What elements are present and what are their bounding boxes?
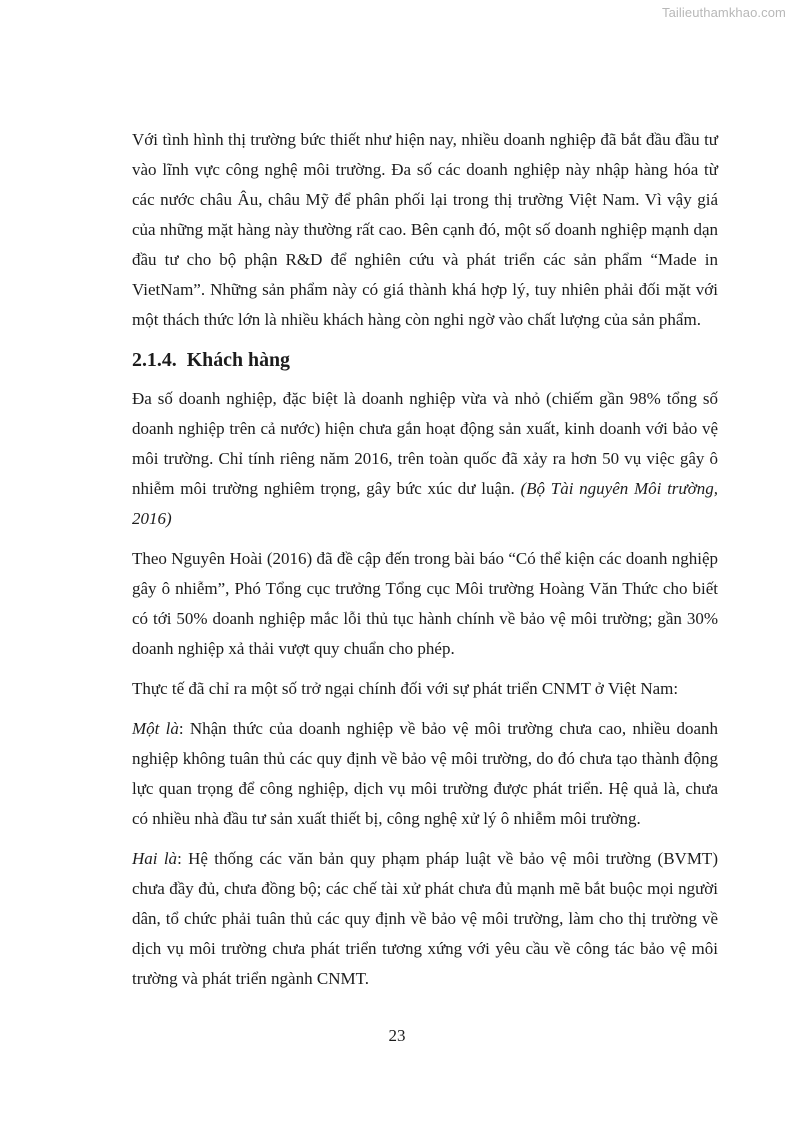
section-heading <box>132 345 718 375</box>
paragraph-enterprises <box>132 384 718 534</box>
paragraph-enterprises-text: Đa số doanh nghiệp, đặc biệt là doanh nghiệp vừa và nhỏ (chiếm gần 98% tổng số doanh nghiệp trên cả nước) hiện chưa gắn hoạt động sản xuất, kinh doanh với bảo vệ môi trường. Chỉ tính riêng năm 2016, trên toàn quốc đã xảy ra hơn 50 vụ việc gây ô nhiễm môi trường nghiêm trọng, gây bức xúc dư luận. <box>132 389 718 498</box>
paragraph-obstacle-two <box>132 844 718 994</box>
paragraph-obstacle-one <box>132 714 718 834</box>
obstacle-two-text: : Hệ thống các văn bản quy phạm pháp luật về bảo vệ môi trường (BVMT) chưa đầy đủ, chưa đồng bộ; các chế tài xử phát chưa đủ mạnh mẽ bắt buộc mọi người dân, tổ chức phải tuân thủ các quy định về bảo vệ môi trường, làm cho thị trường về dịch vụ môi trường chưa phát triển tương xứng với yêu cầu về công tác bảo vệ môi trường và phát triển ngành CNMT. <box>132 849 718 988</box>
section-number: 2.1.4. <box>132 349 177 371</box>
page-body <box>132 125 718 1004</box>
section-title: Khách hàng <box>186 349 290 371</box>
citation: (Bộ Tài nguyên Môi trường, 2016) <box>132 479 719 528</box>
obstacle-one-text: : Nhận thức của doanh nghiệp về bảo vệ môi trường chưa cao, nhiều doanh nghiệp không tuân thủ các quy định về bảo vệ môi trường, do đó chưa tạo thành động lực quan trọng để công nghiệp, dịch vụ môi trường được phát triển. Hệ quả là, chưa có nhiều nhà đầu tư sản xuất thiết bị, công nghệ xử lý ô nhiễm môi trường. <box>132 719 719 828</box>
watermark: Tailieuthamkhao.com <box>661 5 786 20</box>
paragraph-report: Theo Nguyên Hoài (2016) đã đề cập đến trong bài báo “Có thể kiện các doanh nghiệp gây ô nhiễm”, Phó Tổng cục trưởng Tổng cục Môi trường Hoàng Văn Thức cho biết có tới 50% doanh nghiệp mắc lỗi thủ tục hành chính về bảo vệ môi trường; gần 30% doanh nghiệp xả thải vượt quy chuẩn cho phép. <box>132 549 718 658</box>
paragraph-obstacles-intro: Thực tế đã chỉ ra một số trở ngại chính đối với sự phát triển CNMT ở Việt Nam: <box>132 679 679 698</box>
obstacle-one-lead: Một là <box>132 719 179 738</box>
obstacle-two-lead: Hai là <box>132 849 178 868</box>
paragraph-market-context: Với tình hình thị trường bức thiết như hiện nay, nhiều doanh nghiệp đã bắt đầu đầu tư vào lĩnh vực công nghệ môi trường. Đa số các doanh nghiệp này nhập hàng hóa từ các nước châu Âu, châu Mỹ để phân phối lại trong thị trường Việt Nam. Vì vậy giá của những mặt hàng này thường rất cao. Bên cạnh đó, một số doanh nghiệp mạnh dạn đầu tư cho bộ phận R&D để nghiên cứu và phát triển các sản phẩm “Made in VietNam”. Những sản phẩm này có giá thành khá hợp lý, tuy nhiên phải đối mặt với một thách thức lớn là nhiều khách hàng còn nghi ngờ vào chất lượng của sản phẩm. <box>132 130 718 329</box>
page-number: 23 <box>388 1026 406 1045</box>
